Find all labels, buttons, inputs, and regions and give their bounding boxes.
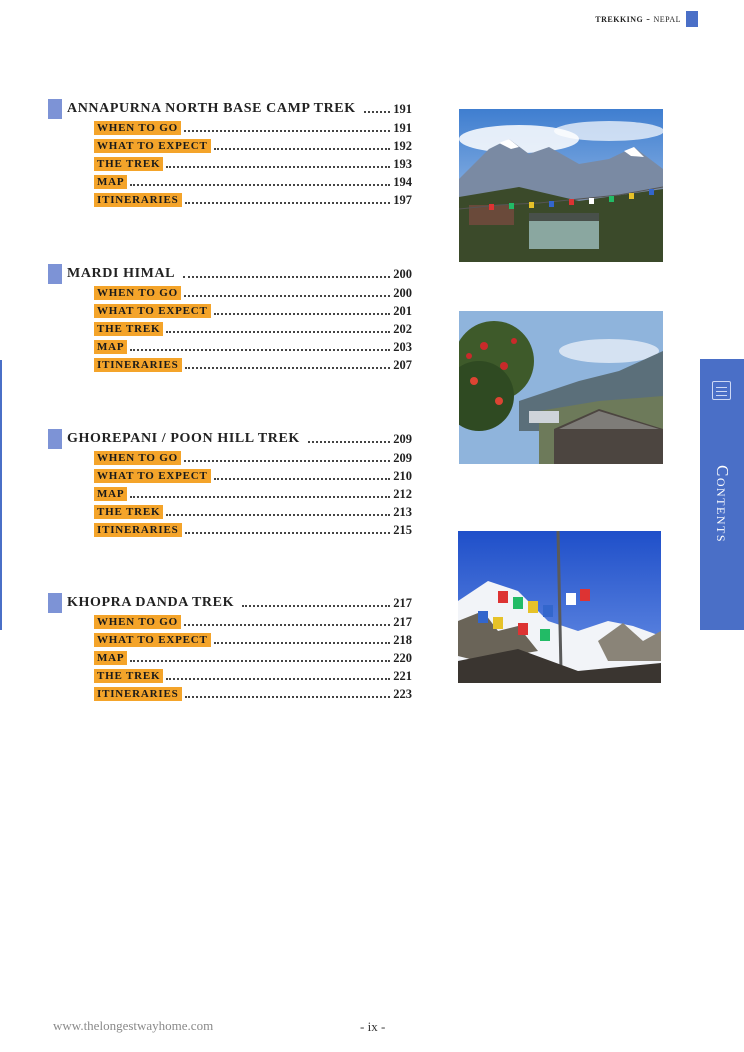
toc-entry[interactable] [94, 302, 412, 320]
entry-page: 194 [393, 174, 412, 189]
summit-prayer-flags-photo [458, 531, 661, 683]
entry-page: 212 [393, 486, 412, 501]
entry-page: 213 [393, 504, 412, 519]
header-separator: - [646, 13, 651, 25]
entry-label: ITINERARIES [94, 523, 182, 537]
toc-entry[interactable] [94, 173, 412, 191]
toc-entry[interactable] [94, 320, 412, 338]
section-title: GHOREPANI / POON HILL TREK [67, 431, 300, 446]
entry-label: THE TREK [94, 669, 163, 683]
entry-label: MAP [94, 175, 127, 189]
entry-label: ITINERARIES [94, 193, 182, 207]
left-edge-bar [0, 360, 2, 630]
dot-leader [214, 138, 391, 150]
toc-entry[interactable] [94, 485, 412, 503]
toc-section [48, 593, 412, 703]
dot-leader [184, 120, 390, 132]
toc-section-heading[interactable] [48, 593, 412, 613]
section-page: 191 [393, 101, 412, 116]
footer-website-link[interactable]: www.thelongestwayhome.com [53, 1018, 214, 1033]
toc-entry[interactable] [94, 338, 412, 356]
dot-leader [214, 303, 391, 315]
dot-leader [242, 595, 390, 607]
section-marker-icon [48, 264, 62, 284]
section-marker-icon [48, 429, 62, 449]
contents-side-tab[interactable] [700, 359, 744, 630]
toc-entry[interactable] [94, 467, 412, 485]
entry-label: MAP [94, 651, 127, 665]
entry-label: WHAT TO EXPECT [94, 469, 211, 483]
entry-label: WHAT TO EXPECT [94, 139, 211, 153]
dot-leader [166, 156, 390, 168]
dot-leader [185, 686, 391, 698]
toc-entry[interactable] [94, 155, 412, 173]
toc-entry[interactable] [94, 284, 412, 302]
entry-page: 210 [393, 468, 412, 483]
section-page: 200 [393, 266, 412, 281]
entry-page: 215 [393, 522, 412, 537]
toc-section [48, 264, 412, 374]
dot-leader [214, 632, 391, 644]
section-page: 209 [393, 431, 412, 446]
dot-leader [166, 504, 390, 516]
entry-page: 191 [393, 120, 412, 135]
entry-label: WHEN TO GO [94, 121, 181, 135]
dot-leader [166, 668, 390, 680]
toc-entry[interactable] [94, 137, 412, 155]
dot-leader [183, 266, 390, 278]
toc-section-heading[interactable] [48, 99, 412, 119]
entry-label: WHEN TO GO [94, 286, 181, 300]
entry-page: 223 [393, 686, 412, 701]
entry-page: 201 [393, 303, 412, 318]
toc-entry[interactable] [94, 191, 412, 209]
dot-leader [184, 614, 390, 626]
entry-page: 221 [393, 668, 412, 683]
dot-leader [130, 174, 390, 186]
entry-label: WHAT TO EXPECT [94, 304, 211, 318]
dot-leader [184, 450, 390, 462]
mountain-village-photo [459, 109, 663, 262]
dot-leader [166, 321, 390, 333]
dot-leader [130, 486, 390, 498]
dot-leader [185, 192, 391, 204]
entry-label: ITINERARIES [94, 687, 182, 701]
dot-leader [308, 431, 390, 443]
entry-label: WHEN TO GO [94, 451, 181, 465]
toc-entry[interactable] [94, 667, 412, 685]
toc-section-heading[interactable] [48, 264, 412, 284]
running-header [595, 11, 698, 27]
section-marker-icon [48, 99, 62, 119]
section-title: KHOPRA DANDA TREK [67, 595, 235, 610]
entry-label: WHAT TO EXPECT [94, 633, 211, 647]
entry-page: 203 [393, 339, 412, 354]
entry-page: 207 [393, 357, 412, 372]
toc-entry[interactable] [94, 503, 412, 521]
entry-label: MAP [94, 487, 127, 501]
section-marker-icon [48, 593, 62, 613]
dot-leader [130, 650, 390, 662]
section-page: 217 [393, 595, 412, 610]
section-title: ANNAPURNA NORTH BASE CAMP TREK [67, 101, 356, 116]
entry-page: 220 [393, 650, 412, 665]
header-square-icon [686, 11, 698, 27]
hillside-village-photo [459, 311, 663, 464]
document-list-icon [712, 381, 731, 400]
dot-leader [184, 285, 390, 297]
dot-leader [214, 468, 391, 480]
entry-page: 202 [393, 321, 412, 336]
header-title: trekking [595, 13, 644, 25]
entry-page: 217 [393, 614, 412, 629]
entry-label: THE TREK [94, 157, 163, 171]
dot-leader [364, 101, 391, 113]
entry-page: 192 [393, 138, 412, 153]
footer-page-number: - ix - [360, 1019, 386, 1034]
toc-section [48, 429, 412, 539]
toc-entry[interactable] [94, 613, 412, 631]
entry-label: THE TREK [94, 505, 163, 519]
entry-label: THE TREK [94, 322, 163, 336]
toc-entry[interactable] [94, 119, 412, 137]
toc-section-heading[interactable] [48, 429, 412, 449]
entry-page: 209 [393, 450, 412, 465]
entry-page: 218 [393, 632, 412, 647]
toc-entry[interactable] [94, 649, 412, 667]
entry-page: 200 [393, 285, 412, 300]
toc-entry[interactable] [94, 521, 412, 539]
toc-entry[interactable] [94, 631, 412, 649]
side-tab-label: Contents [713, 464, 732, 544]
toc-section [48, 99, 412, 209]
entry-label: MAP [94, 340, 127, 354]
entry-label: WHEN TO GO [94, 615, 181, 629]
toc-entry[interactable] [94, 449, 412, 467]
entry-page: 193 [393, 156, 412, 171]
dot-leader [185, 357, 391, 369]
entry-label: ITINERARIES [94, 358, 182, 372]
header-subtitle: nepal [653, 13, 681, 25]
dot-leader [185, 522, 391, 534]
toc-entry[interactable] [94, 685, 412, 703]
dot-leader [130, 339, 390, 351]
section-title: MARDI HIMAL [67, 266, 176, 281]
entry-page: 197 [393, 192, 412, 207]
toc-entry[interactable] [94, 356, 412, 374]
